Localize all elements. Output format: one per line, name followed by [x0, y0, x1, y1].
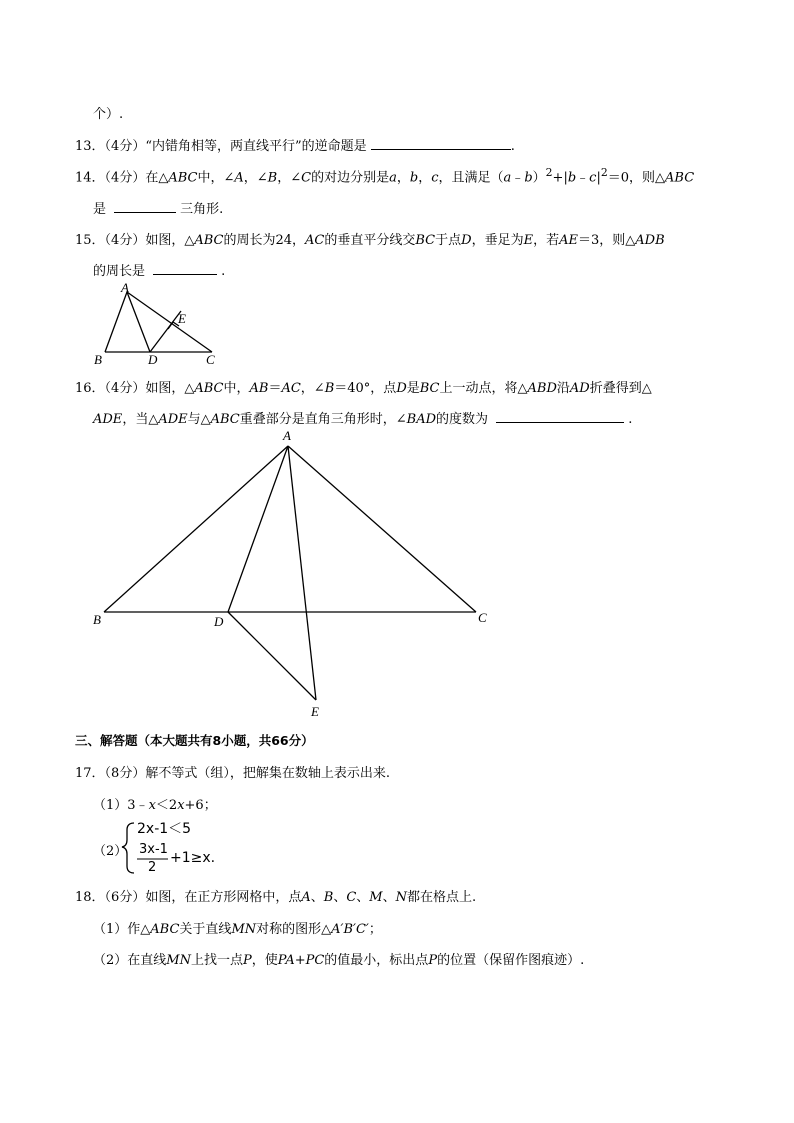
question-15: 15．（4分）如图，△ABC的周长为24，AC的垂直平分线交BC于点D，垂足为E，若AE＝3，则△ADB [75, 233, 665, 248]
question-18-part2: （2）在直线MN上找一点P，使PA+PC的值最小，标出点P的位置（保留作图痕迹）. [93, 953, 585, 968]
q15-label-b: B [94, 352, 102, 367]
question-13: 13．（4分）“内错角相等，两直线平行”的逆命题是 . [75, 139, 515, 154]
segment-ab [104, 446, 288, 612]
segment-ab [105, 292, 127, 352]
q16-label-e: E [311, 704, 319, 719]
perpendicular-bisector [150, 311, 181, 352]
segment-ae [288, 446, 316, 700]
fraction-numerator: 3x-1 [139, 842, 168, 857]
q15-label-e: E [178, 311, 186, 326]
segment-ac [127, 292, 212, 352]
question-17: 17．（8分）解不等式（组），把解集在数轴上表示出来. [75, 766, 390, 781]
segment-ac [288, 446, 476, 612]
question-15-line2: 的周长是 . [93, 264, 226, 279]
q16-figure [104, 446, 476, 700]
question-18: 18．（6分）如图，在正方形网格中，点A、B、C、M、N都在格点上. [75, 890, 477, 905]
segment-ad [127, 292, 150, 352]
q16-label-c: C [478, 610, 487, 625]
q15-label-d: D [148, 352, 158, 367]
q16-label-b: B [93, 612, 101, 627]
system-line-1: 2x-1＜5 [137, 821, 192, 837]
question-18-part1: （1）作△ABC关于直线MN对称的图形△A′B′C′； [93, 922, 382, 937]
q15-figure [105, 292, 212, 352]
q16-label-d: D [214, 614, 224, 629]
question-14: 14．（4分）在△ABC中，∠A，∠B，∠C的对边分别是a，b，c，且满足$(a﹣b)^2+|b﹣c|^2=0$，则△ABC [75, 166, 695, 186]
previous-question-fragment: 个）. [93, 107, 124, 122]
q15-label-c: C [206, 352, 215, 367]
q16-label-a: A [283, 428, 291, 443]
system-line-2-rest: +1≥x. [170, 850, 216, 866]
fraction-denominator: 2 [148, 860, 157, 875]
question-16: 16．（4分）如图，△ABC中，AB＝AC，∠B＝40°，点D是BC上一动点，将△ABD沿AD折叠得到△ [75, 381, 652, 396]
question-14-line2: 是 三角形. [93, 202, 224, 217]
section-heading: 三、解答题（本大题共有8小题，共66分） [75, 733, 314, 748]
q15-label-a: A [121, 280, 129, 295]
segment-ad [228, 446, 288, 612]
question-16-line2: ADE，当△ADE与△ABC重叠部分是直角三角形时，∠BAD的度数为 . [93, 412, 633, 427]
segment-de [228, 612, 316, 700]
question-17-part2-label: （2） [93, 844, 128, 859]
answer-blank[interactable] [496, 410, 624, 423]
question-17-part1: （1）3﹣x＜2x+6； [93, 798, 217, 813]
